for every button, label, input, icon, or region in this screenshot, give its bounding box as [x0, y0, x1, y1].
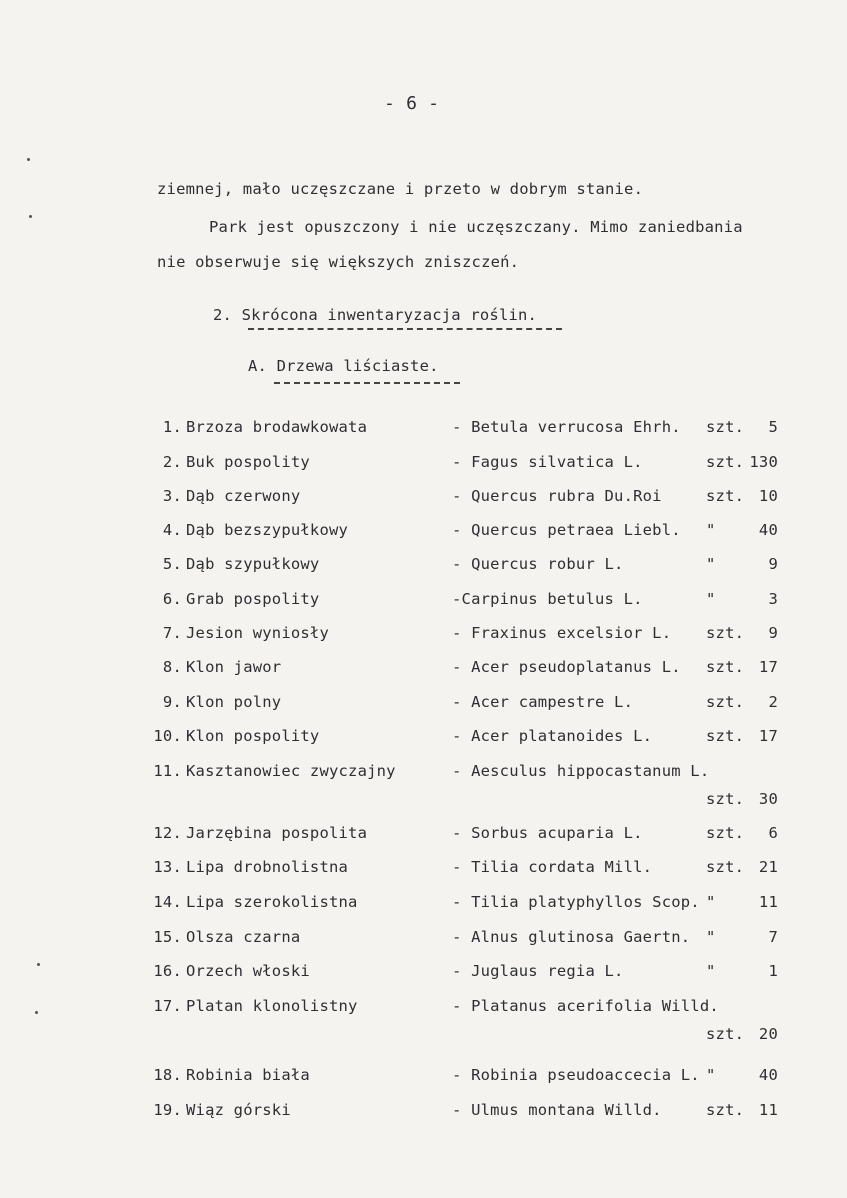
- tree-quantity: 30: [758, 790, 778, 808]
- tree-latin-name: - Quercus petraea Liebl.: [452, 521, 681, 539]
- tree-polish-name: Brzoza brodawkowata: [186, 418, 368, 436]
- tree-number: 7.: [162, 624, 182, 642]
- tree-row-continuation: [0, 789, 847, 809]
- tree-latin-name: - Acer pseudoplatanus L.: [452, 658, 681, 676]
- tree-polish-name: Dąb bezszypułkowy: [186, 521, 349, 539]
- tree-polish-name: Klon pospolity: [186, 727, 320, 745]
- tree-polish-name: Buk pospolity: [186, 453, 310, 471]
- tree-number: 8.: [162, 658, 182, 676]
- tree-row: [0, 857, 847, 877]
- tree-unit: szt.: [706, 1101, 745, 1119]
- tree-latin-name: - Sorbus acuparia L.: [452, 824, 643, 842]
- tree-polish-name: Lipa drobnolistna: [186, 858, 349, 876]
- tree-row: [0, 996, 847, 1016]
- tree-quantity: 7: [768, 928, 778, 946]
- tree-quantity: 11: [758, 893, 778, 911]
- tree-number: 15.: [153, 928, 182, 946]
- tree-latin-name: - Tilia platyphyllos Scop.: [452, 893, 700, 911]
- tree-unit: szt.: [706, 624, 745, 642]
- tree-row: [0, 1065, 847, 1085]
- tree-unit: szt.: [706, 487, 745, 505]
- tree-row: [0, 961, 847, 981]
- tree-unit: szt.: [706, 858, 745, 876]
- tree-quantity: 9: [768, 555, 778, 573]
- tree-unit: ": [706, 521, 716, 539]
- tree-unit: ": [706, 590, 716, 608]
- tree-polish-name: Olsza czarna: [186, 928, 301, 946]
- tree-row: [0, 892, 847, 912]
- tree-row-continuation: [0, 1024, 847, 1044]
- tree-unit: ": [706, 928, 716, 946]
- tree-number: 17.: [153, 997, 182, 1015]
- tree-latin-name: - Fagus silvatica L.: [452, 453, 643, 471]
- tree-unit: szt.: [706, 727, 745, 745]
- tree-polish-name: Dąb czerwony: [186, 487, 301, 505]
- tree-unit: szt.: [706, 790, 745, 808]
- paragraph-line-2: Park jest opuszczony i nie uczęszczany. Mimo zaniedbania: [209, 218, 743, 236]
- tree-row: [0, 417, 847, 437]
- tree-quantity: 17: [758, 727, 778, 745]
- tree-polish-name: Robinia biała: [186, 1066, 310, 1084]
- tree-number: 10.: [153, 727, 182, 745]
- tree-quantity: 3: [768, 590, 778, 608]
- paragraph-line-1: ziemnej, mało uczęszczane i przeto w dobrym stanie.: [157, 180, 644, 198]
- tree-quantity: 21: [758, 858, 778, 876]
- tree-polish-name: Kasztanowiec zwyczajny: [186, 762, 396, 780]
- tree-polish-name: Grab pospolity: [186, 590, 320, 608]
- tree-quantity: 10: [758, 487, 778, 505]
- tree-latin-name: - Acer campestre L.: [452, 693, 634, 711]
- tree-polish-name: Jesion wyniosły: [186, 624, 329, 642]
- tree-number: 6.: [162, 590, 182, 608]
- margin-dot: [37, 963, 40, 966]
- tree-polish-name: Platan klonolistny: [186, 997, 358, 1015]
- tree-latin-name: -Carpinus betulus L.: [452, 590, 643, 608]
- tree-row: [0, 520, 847, 540]
- tree-latin-name: - Quercus rubra Du.Roi: [452, 487, 662, 505]
- section-heading: 2. Skrócona inwentaryzacja roślin.: [213, 306, 538, 324]
- tree-row: [0, 589, 847, 609]
- tree-row: [0, 823, 847, 843]
- tree-quantity: 5: [768, 418, 778, 436]
- tree-polish-name: Klon jawor: [186, 658, 282, 676]
- tree-number: 3.: [162, 487, 182, 505]
- tree-row: [0, 486, 847, 506]
- tree-polish-name: Orzech włoski: [186, 962, 310, 980]
- tree-latin-name: - Aesculus hippocastanum L.: [452, 762, 710, 780]
- tree-polish-name: Dąb szypułkowy: [186, 555, 320, 573]
- tree-quantity: 20: [758, 1025, 778, 1043]
- page-number: - 6 -: [384, 93, 440, 114]
- tree-quantity: 130: [749, 453, 778, 471]
- tree-quantity: 17: [758, 658, 778, 676]
- tree-row: [0, 927, 847, 947]
- tree-number: 12.: [153, 824, 182, 842]
- tree-row: [0, 554, 847, 574]
- tree-polish-name: Klon polny: [186, 693, 282, 711]
- tree-row: [0, 726, 847, 746]
- tree-latin-name: - Acer platanoides L.: [452, 727, 653, 745]
- tree-unit: ": [706, 962, 716, 980]
- margin-dot: [27, 158, 30, 161]
- subsection-heading: A. Drzewa liściaste.: [248, 357, 439, 375]
- tree-latin-name: - Juglaus regia L.: [452, 962, 624, 980]
- tree-quantity: 6: [768, 824, 778, 842]
- tree-unit: szt.: [706, 693, 745, 711]
- tree-unit: szt.: [706, 418, 745, 436]
- tree-number: 2.: [162, 453, 182, 471]
- tree-number: 4.: [162, 521, 182, 539]
- tree-latin-name: - Quercus robur L.: [452, 555, 624, 573]
- tree-quantity: 11: [758, 1101, 778, 1119]
- tree-number: 13.: [153, 858, 182, 876]
- tree-quantity: 40: [758, 1066, 778, 1084]
- tree-unit: szt.: [706, 1025, 745, 1043]
- tree-number: 1.: [162, 418, 182, 436]
- tree-unit: ": [706, 893, 716, 911]
- tree-quantity: 40: [758, 521, 778, 539]
- tree-unit: szt.: [706, 824, 745, 842]
- tree-number: 14.: [153, 893, 182, 911]
- tree-polish-name: Wiąz górski: [186, 1101, 291, 1119]
- tree-unit: szt.: [706, 658, 745, 676]
- margin-dot: [35, 1011, 38, 1014]
- tree-latin-name: - Alnus glutinosa Gaertn.: [452, 928, 691, 946]
- tree-latin-name: - Fraxinus excelsior L.: [452, 624, 672, 642]
- tree-number: 19.: [153, 1101, 182, 1119]
- tree-number: 16.: [153, 962, 182, 980]
- tree-number: 11.: [153, 762, 182, 780]
- tree-latin-name: - Betula verrucosa Ehrh.: [452, 418, 681, 436]
- tree-row: [0, 452, 847, 472]
- subsection-heading-underline: [274, 382, 460, 384]
- tree-row: [0, 623, 847, 643]
- tree-latin-name: - Robinia pseudoaccecia L.: [452, 1066, 700, 1084]
- tree-quantity: 9: [768, 624, 778, 642]
- tree-row: [0, 692, 847, 712]
- paragraph-line-3: nie obserwuje się większych zniszczeń.: [157, 253, 520, 271]
- tree-latin-name: - Platanus acerifolia Willd.: [452, 997, 719, 1015]
- tree-polish-name: Jarzębina pospolita: [186, 824, 368, 842]
- tree-unit: ": [706, 1066, 716, 1084]
- tree-quantity: 1: [768, 962, 778, 980]
- margin-dot: [29, 215, 32, 218]
- tree-row: [0, 657, 847, 677]
- tree-number: 9.: [162, 693, 182, 711]
- tree-latin-name: - Ulmus montana Willd.: [452, 1101, 662, 1119]
- section-heading-underline: [248, 328, 562, 330]
- tree-number: 18.: [153, 1066, 182, 1084]
- tree-unit: ": [706, 555, 716, 573]
- tree-quantity: 2: [768, 693, 778, 711]
- tree-row: [0, 761, 847, 781]
- tree-polish-name: Lipa szerokolistna: [186, 893, 358, 911]
- tree-latin-name: - Tilia cordata Mill.: [452, 858, 653, 876]
- tree-unit: szt.: [706, 453, 745, 471]
- tree-row: [0, 1100, 847, 1120]
- tree-number: 5.: [162, 555, 182, 573]
